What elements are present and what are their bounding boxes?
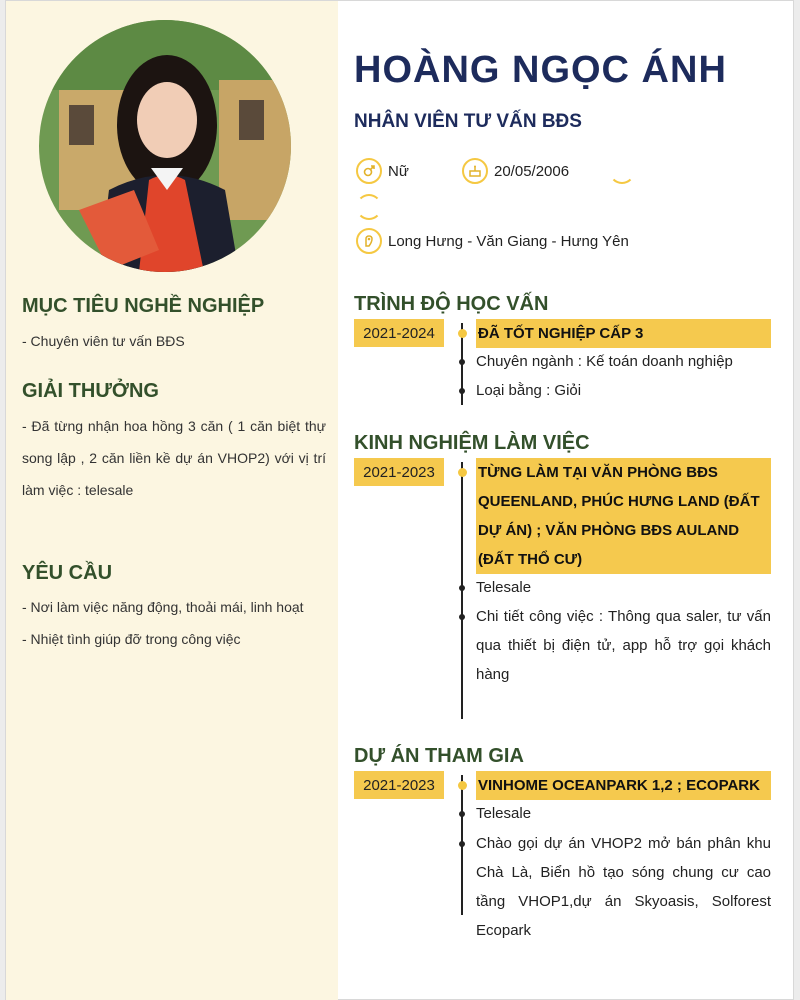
- projects-highlight: VINHOME OCEANPARK 1,2 ; ECOPARK: [476, 771, 771, 800]
- education-highlight: ĐÃ TỐT NGHIỆP CẤP 3: [476, 319, 771, 348]
- objective-text: - Chuyên viên tư vấn BĐS: [22, 333, 185, 349]
- timeline-dot: [458, 329, 467, 338]
- gender-info: [356, 158, 409, 184]
- birthday-cake-icon: [462, 158, 488, 184]
- awards-text: - Đã từng nhận hoa hồng 3 căn ( 1 căn biệt thự song lập , 2 căn liền kề dự án VHOP2) với vị trí làm việc : telesale: [22, 418, 326, 498]
- education-year: 2021-2024: [354, 319, 444, 347]
- job-title: NHÂN VIÊN TƯ VẤN BĐS: [354, 111, 582, 132]
- education-heading: TRÌNH ĐỘ HỌC VẤN: [354, 293, 549, 315]
- bullet-dot: [459, 585, 465, 591]
- candidate-name: HOÀNG NGỌC ÁNH: [354, 49, 727, 91]
- email-icon-placeholder: [356, 194, 382, 220]
- timeline-dot: [458, 781, 467, 790]
- timeline-dot: [458, 468, 467, 477]
- requirements-item: - Nhiệt tình giúp đỡ trong công việc: [22, 631, 241, 647]
- address-info: [356, 228, 629, 254]
- experience-heading: KINH NGHIỆM LÀM VIỆC: [354, 432, 590, 454]
- experience-item: Chi tiết công việc : Thông qua saler, tư vấn qua thiết bị điện tử, app hỗ trợ gọi khách hàng: [476, 608, 771, 683]
- bullet-dot: [459, 388, 465, 394]
- dob-value: 20/05/2006: [494, 162, 570, 180]
- map-location-icon: [356, 228, 382, 254]
- experience-item: Telesale: [476, 579, 532, 596]
- experience-year: 2021-2023: [354, 458, 444, 486]
- projects-item: Telesale: [476, 805, 532, 822]
- bullet-dot: [459, 359, 465, 365]
- cv-page: [5, 0, 794, 1000]
- objective-heading: MỤC TIÊU NGHỀ NGHIỆP: [22, 295, 265, 317]
- dob-info: [462, 158, 569, 184]
- gender-icon: [356, 158, 382, 184]
- education-item: Loại bằng : Giỏi: [476, 382, 582, 399]
- requirements-heading: YÊU CẦU: [22, 562, 113, 584]
- bullet-dot: [459, 811, 465, 817]
- education-item: Chuyên ngành : Kế toán doanh nghiệp: [476, 353, 733, 370]
- profile-photo: [39, 20, 291, 272]
- sidebar: [6, 1, 338, 1000]
- gender-value: Nữ: [388, 162, 409, 180]
- requirements-item: - Nơi làm việc năng động, thoải mái, linh hoạt: [22, 599, 304, 615]
- bullet-dot: [459, 841, 465, 847]
- projects-year: 2021-2023: [354, 771, 444, 799]
- phone-icon-placeholder: [609, 158, 635, 184]
- bullet-dot: [459, 614, 465, 620]
- experience-highlight: TỪNG LÀM TẠI VĂN PHÒNG BĐS QUEENLAND, PHÚC HƯNG LAND (ĐẤT DỰ ÁN) ; VĂN PHÒNG BĐS AULAND (ĐẤT THỔ CƯ): [476, 458, 771, 574]
- projects-item: Chào gọi dự án VHOP2 mở bán phân khu Chà Là, Biển hồ tạo sóng chung cư cao tầng VHOP1,dự án Skyoasis, Solforest Ecopark: [476, 835, 771, 939]
- awards-heading: GIẢI THƯỞNG: [22, 380, 159, 402]
- address-value: Long Hưng - Văn Giang - Hưng Yên: [388, 232, 629, 250]
- projects-heading: DỰ ÁN THAM GIA: [354, 745, 524, 767]
